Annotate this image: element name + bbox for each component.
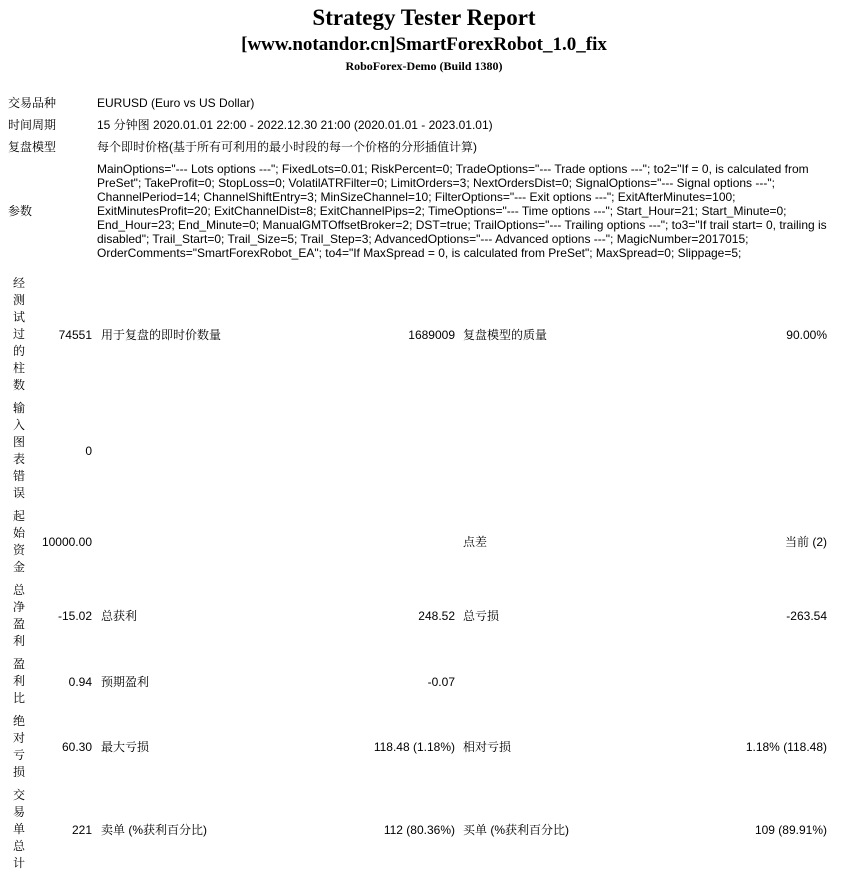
info-label: 参数 (8, 204, 33, 218)
value-cell: 248.52 (418, 609, 455, 623)
label-cell: 卖单 (%获利百分比) (101, 822, 207, 837)
value-cell: 1689009 (408, 327, 455, 342)
row-header: 交易单总计 (13, 788, 26, 870)
results-row-total-trades (8, 784, 828, 870)
info-row-symbol (8, 92, 836, 114)
info-row-model (8, 136, 836, 158)
info-row-parameters (8, 158, 836, 264)
results-row-absolute-drawdown (8, 710, 828, 784)
row-header: 总净盈利 (13, 583, 26, 648)
label-cell (100, 505, 280, 579)
label-cell (100, 397, 280, 505)
label-cell: 预期盈利 (101, 674, 150, 689)
row-header: 起始资金 (13, 509, 26, 574)
value-cell: -15.02 (57, 609, 92, 623)
info-label: 时间周期 (8, 118, 57, 132)
label-cell: 总获利 (101, 609, 138, 623)
value-cell: 90.00% (786, 327, 827, 342)
results-row-chart-errors (8, 397, 828, 505)
info-label: 交易品种 (8, 96, 57, 110)
row-header: 绝对亏损 (13, 714, 26, 779)
value-cell: 221 (71, 822, 92, 837)
period-value: 15 分钟图 2020.01.01 22:00 - 2022.12.30 21:00 (2020.01.01 - 2023.01.01) (97, 118, 493, 132)
value-cell: 112 (80.36%) (383, 822, 455, 837)
server-build: RoboForex-Demo (Build 1380) (345, 59, 503, 73)
value-cell: 0 (85, 444, 92, 458)
model-value: 每个即时价格(基于所有可利用的最小时段的每一个价格的分形插值计算) (97, 140, 477, 154)
value-cell: -0.07 (427, 674, 455, 689)
value-cell (280, 397, 458, 505)
row-header: 输入图表错误 (13, 401, 26, 500)
label-cell (458, 397, 643, 505)
row-header: 盈利比 (13, 657, 26, 705)
results-row-profit-factor (8, 653, 828, 710)
parameters-text: MainOptions="--- Lots options ---"; FixedLots=0.01; RiskPercent=0; TradeOptions="--- Trade options ---"; to2="If = 0, is calculated from PreSet"; TakeProfit=0; StopLoss=0; VolatilATRFilter=0; LimitOrders=3; NextOrdersDist=0; SignalOptions="--- Signal options ---"; ChannelPeriod=14; ChannelShiftEntry=3; MinSizeChannel=10; FilterOptions="--- Exit options ---"; ExitAfterMinutes=100; ExitMinutesProfit=20; ExitChannelDist=8; ExitChannelPips=2; TimeOptions="--- Time options ---"; Start_Hour=21; Start_Minute=0; End_Hour=23; End_Minute=0; ManualGMTOffsetBroker=2; DST=true; TrailOptions="--- Trailing options ---"; to3="If trail start= 0, trailing is disabled"; Trail_Start=0; Trail_Size=5; Trail_Step=3; AdvancedOptions="--- Advanced options ---"; MagicNumber=2017015; OrderComments="SmartForexRobot_EA"; to4="If MaxSpread = 0, is calculated from PreSet"; MaxSpread=0; Slippage=5; (97, 162, 827, 260)
label-cell: 复盘模型的质量 (463, 327, 548, 342)
info-label: 复盘模型 (8, 140, 57, 154)
label-cell (458, 653, 643, 710)
results-row-initial-deposit (8, 505, 828, 579)
symbol-value: EURUSD (Euro vs US Dollar) (97, 96, 255, 110)
info-row-period (8, 114, 836, 136)
value-cell: 0.94 (68, 674, 92, 689)
value-cell: -263.54 (786, 609, 827, 623)
value-cell: 60.30 (61, 740, 92, 754)
report-title: Strategy Tester Report (312, 5, 536, 30)
label-cell: 最大亏损 (101, 740, 150, 754)
label-cell: 相对亏损 (463, 740, 512, 754)
info-table (8, 92, 836, 264)
results-row-net-profit (8, 579, 828, 653)
label-cell: 用于复盘的即时价数量 (101, 327, 222, 342)
report-subtitle: [www.notandor.cn]SmartForexRobot_1.0_fix (241, 34, 607, 55)
value-cell (643, 397, 828, 505)
value-cell (280, 505, 458, 579)
results-table (8, 272, 828, 870)
value-cell: 10000.00 (41, 535, 92, 549)
label-cell: 总亏损 (463, 609, 500, 623)
value-cell (643, 653, 828, 710)
label-cell: 点差 (463, 535, 488, 549)
report-header (0, 0, 848, 74)
value-cell: 118.48 (1.18%) (373, 740, 455, 754)
row-header: 经测试过的柱数 (13, 276, 26, 392)
value-cell: 当前 (2) (784, 535, 827, 549)
value-cell: 109 (89.91%) (754, 822, 827, 837)
value-cell: 1.18% (118.48) (745, 740, 827, 754)
value-cell: 74551 (58, 327, 92, 342)
results-row-bars-in-test (8, 272, 828, 397)
label-cell: 买单 (%获利百分比) (463, 822, 569, 837)
